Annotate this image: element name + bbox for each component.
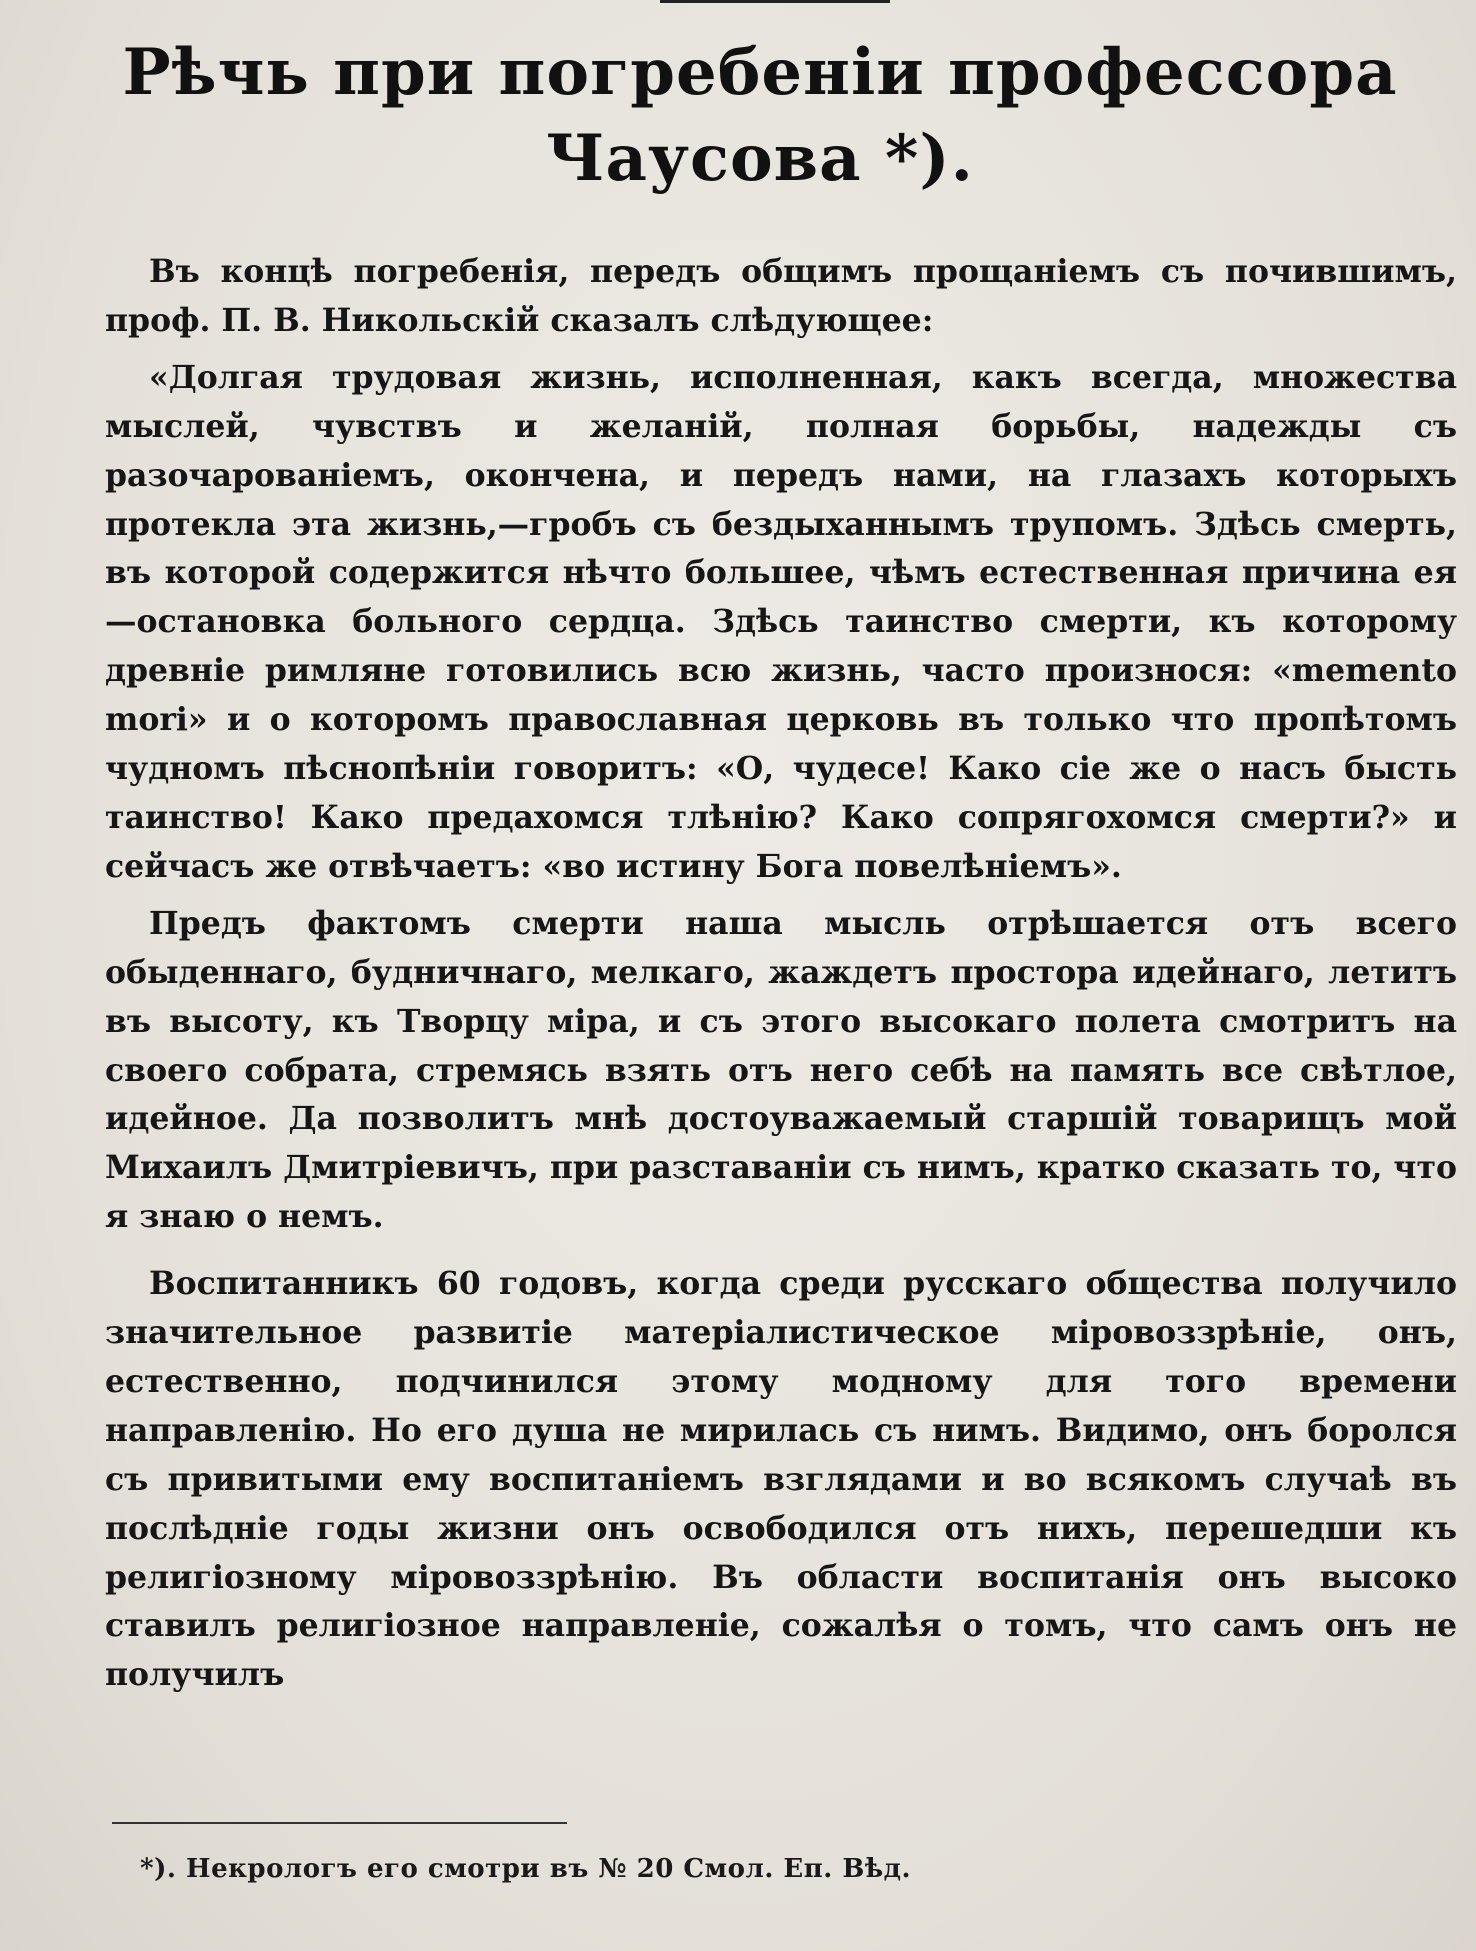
paragraph: Воспитанникъ 60 годовъ, когда среди русскаго общества получило значительное развитіе матеріалистическое міровоззрѣніе, онъ, естественно, подчинился этому модному для того времени направленію. Но его душа не мирилась съ нимъ. Видимо, онъ боролся съ привитыми ему воспитаніемъ взглядами и во всякомъ случаѣ въ послѣдніе годы жизни онъ освободился отъ нихъ, перешедши къ религіозному міровоззрѣнію. Въ области воспитанія онъ высоко ставилъ религіозное направленіе, сожалѣя о томъ, что самъ онъ не получилъ xyxy=(105,1265,1457,1694)
paragraph: «Долгая трудовая жизнь, исполненная, какъ всегда, множества мыслей, чувствъ и желаній, полная борьбы, надежды съ разочарованіемъ, окончена, и передъ нами, на глазахъ которыхъ протекла эта жизнь,—гробъ съ бездыханнымъ трупомъ. Здѣсь смерть, въ которой содержится нѣчто большее, чѣмъ естественная причина ея—остановка больного сердца. Здѣсь таинство смерти, къ которому древніе римляне готовились всю жизнь, часто произнося: «memento mori» и о которомъ православная церковь въ только что пропѣтомъ чудномъ пѣснопѣніи говоритъ: «О, чудесе! Како сіе же о насъ бысть таинство! Како предахомся тлѣнію? Како сопрягохомся смерти?» и сейчасъ же отвѣчаетъ: «во истину Бога повелѣніемъ». xyxy=(105,358,1457,885)
footnote: *). Некрологъ его смотри въ № 20 Смол. Еп. Вѣд. xyxy=(140,1854,912,1884)
paragraph: Предъ фактомъ смерти наша мысль отрѣшается отъ всего обыденнаго, будничнаго, мелкаго, жаждетъ простора идейнаго, летитъ въ высоту, къ Творцу міра, и съ этого высокаго полета смотритъ на своего собрата, стремясь взять отъ него себѣ на память все свѣтлое, идейное. Да позволитъ мнѣ достоуважаемый старшій товарищъ мой Михаилъ Дмитріевичъ, при разставаніи съ нимъ, кратко сказать то, что я знаю о немъ. xyxy=(105,904,1457,1236)
top-rule xyxy=(660,0,890,3)
footnote-divider xyxy=(112,1822,567,1824)
article-body xyxy=(105,248,1457,1700)
paragraph: Въ концѣ погребенія, передъ общимъ прощаніемъ съ почившимъ, проф. П. В. Никольскій сказалъ слѣдующее: xyxy=(105,253,1457,339)
article-title: Рѣчь при погребеніи профессора Чаусова *). xyxy=(122,35,1398,196)
